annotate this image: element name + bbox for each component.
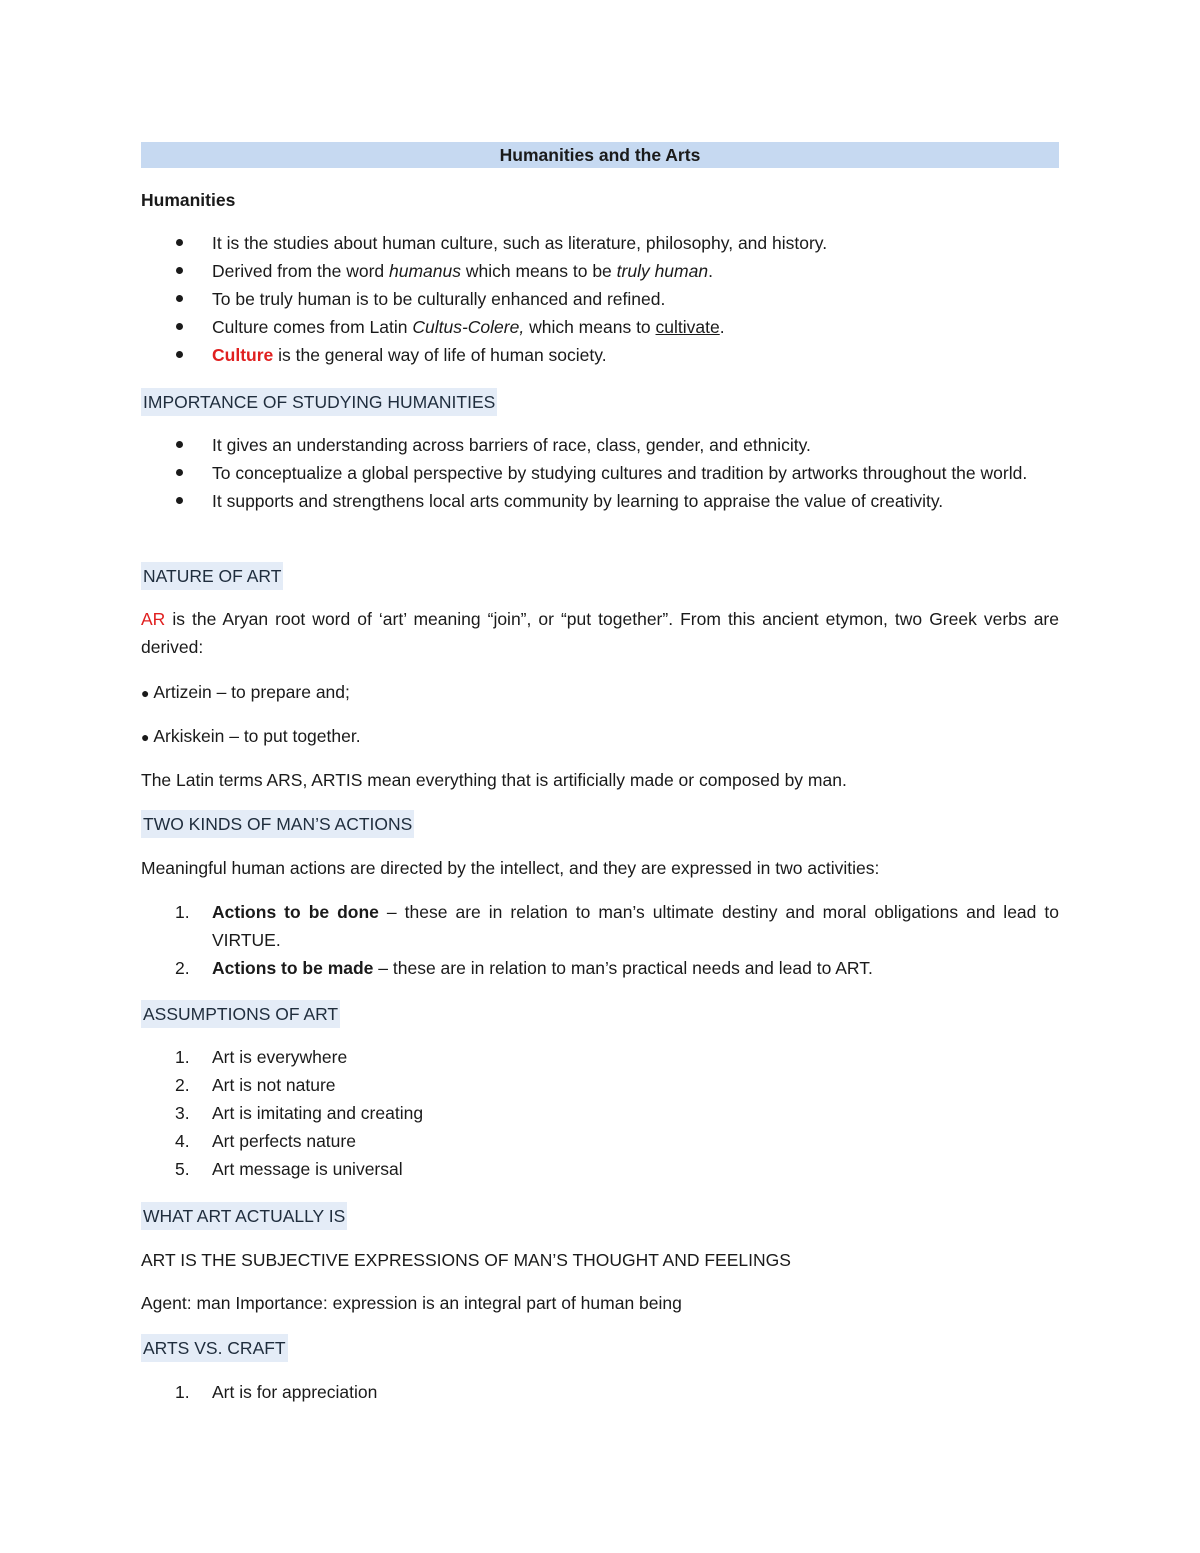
- list-number: 1.: [175, 902, 190, 922]
- importance-item-2: To conceptualize a global perspective by studying cultures and tradition by artworks throughout the world.: [212, 463, 1028, 483]
- list-item: [141, 1155, 1059, 1183]
- text-span: is the Aryan root word of ‘art’ meaning “join”, or “put together”. From this ancient etymon, two Greek verbs are derived:: [141, 609, 1059, 657]
- list-number: 2.: [175, 958, 190, 978]
- humanities-heading: Humanities: [141, 190, 236, 210]
- humanities-section: [141, 186, 1059, 214]
- list-item: [141, 487, 1059, 515]
- term-ar: AR: [141, 609, 166, 629]
- term-cultivate: cultivate: [655, 317, 720, 337]
- two-kinds-heading: TWO KINDS OF MAN’S ACTIONS: [141, 810, 414, 838]
- humanities-list: [141, 229, 1059, 369]
- nature-section: [141, 562, 1059, 590]
- list-number: 4.: [175, 1131, 190, 1151]
- arts-craft-heading: ARTS VS. CRAFT: [141, 1334, 288, 1362]
- list-item: [141, 257, 1059, 285]
- list-item: [141, 431, 1059, 459]
- list-number: 1.: [175, 1047, 190, 1067]
- text-span: Culture comes from Latin: [212, 317, 413, 337]
- list-item: [141, 285, 1059, 313]
- text-span: which means to be: [461, 261, 617, 281]
- list-item: [141, 1127, 1059, 1155]
- assumption-text: Art is not nature: [212, 1075, 336, 1095]
- term-actions-made: Actions to be made: [212, 958, 374, 978]
- importance-section: [141, 388, 1059, 416]
- what-art-statement: ART IS THE SUBJECTIVE EXPRESSIONS OF MAN’S THOUGHT AND FEELINGS: [141, 1250, 791, 1270]
- text-span: Artizein – to prepare and;: [149, 682, 350, 702]
- assumption-text: Art is everywhere: [212, 1047, 348, 1067]
- bullet-icon: ●: [141, 729, 150, 745]
- term-humanus: humanus: [389, 261, 462, 281]
- importance-item-1: It gives an understanding across barriers of race, class, gender, and ethnicity.: [212, 435, 811, 455]
- text-span: Derived from the word: [212, 261, 390, 281]
- list-item: [141, 1378, 1059, 1406]
- list-item: [141, 313, 1059, 341]
- text-span: Arkiskein – to put together.: [149, 726, 361, 746]
- list-number: 5.: [175, 1159, 190, 1179]
- assumption-text: Art is imitating and creating: [212, 1103, 424, 1123]
- assumption-text: Art message is universal: [212, 1159, 403, 1179]
- text-span: is the general way of life of human society.: [273, 345, 607, 365]
- arts-craft-list: [141, 1378, 1059, 1406]
- term-actions-done: Actions to be done: [212, 902, 379, 922]
- text-span: – these are in relation to man’s ultimate destiny and moral obligations and lead to VIRTUE.: [212, 902, 1059, 950]
- list-item: [141, 229, 1059, 257]
- assumptions-list: [141, 1043, 1059, 1183]
- list-item: [141, 1043, 1059, 1071]
- verb-arkiskein: [141, 722, 1059, 751]
- list-item: [141, 1099, 1059, 1127]
- text-span: .: [719, 317, 725, 337]
- list-number: 3.: [175, 1103, 190, 1123]
- verb-artizein: [141, 678, 1059, 707]
- latin-terms-paragraph: The Latin terms ARS, ARTIS mean everything that is artificially made or composed by man.: [141, 770, 847, 790]
- text-span: – these are in relation to man’s practical needs and lead to ART.: [373, 958, 873, 978]
- two-kinds-section: [141, 810, 1059, 838]
- bullet-icon: ●: [141, 685, 150, 701]
- list-item: [141, 341, 1059, 369]
- assumptions-section: [141, 1000, 1059, 1028]
- term-cultus-colere: Cultus-Colere,: [412, 317, 525, 337]
- importance-item-3: It supports and strengthens local arts community by learning to appraise the value of creativity.: [212, 491, 944, 511]
- importance-list: [141, 431, 1059, 515]
- text-span: .: [708, 261, 713, 281]
- two-kinds-list: [141, 898, 1059, 982]
- assumption-text: Art perfects nature: [212, 1131, 356, 1151]
- list-item: [141, 954, 1059, 982]
- humanities-item-3: To be truly human is to be culturally enhanced and refined.: [212, 289, 666, 309]
- nature-paragraph: [141, 605, 1059, 661]
- what-art-heading: WHAT ART ACTUALLY IS: [141, 1202, 347, 1230]
- what-art-section: [141, 1202, 1059, 1230]
- nature-heading: NATURE OF ART: [141, 562, 283, 590]
- document-title: Humanities and the Arts: [141, 142, 1059, 168]
- term-culture: Culture: [212, 345, 274, 365]
- humanities-item-1: It is the studies about human culture, such as literature, philosophy, and history.: [212, 233, 828, 253]
- list-number: 2.: [175, 1075, 190, 1095]
- term-truly-human: truly human: [616, 261, 709, 281]
- assumptions-heading: ASSUMPTIONS OF ART: [141, 1000, 340, 1028]
- arts-craft-section: [141, 1334, 1059, 1362]
- importance-heading: IMPORTANCE OF STUDYING HUMANITIES: [141, 388, 497, 416]
- two-kinds-intro: Meaningful human actions are directed by the intellect, and they are expressed in two activities:: [141, 858, 880, 878]
- text-span: which means to: [524, 317, 656, 337]
- list-item: [141, 459, 1059, 487]
- list-item: [141, 898, 1059, 954]
- agent-importance-line: Agent: man Importance: expression is an integral part of human being: [141, 1293, 682, 1313]
- arts-craft-text: Art is for appreciation: [212, 1382, 378, 1402]
- list-number: 1.: [175, 1382, 190, 1402]
- list-item: [141, 1071, 1059, 1099]
